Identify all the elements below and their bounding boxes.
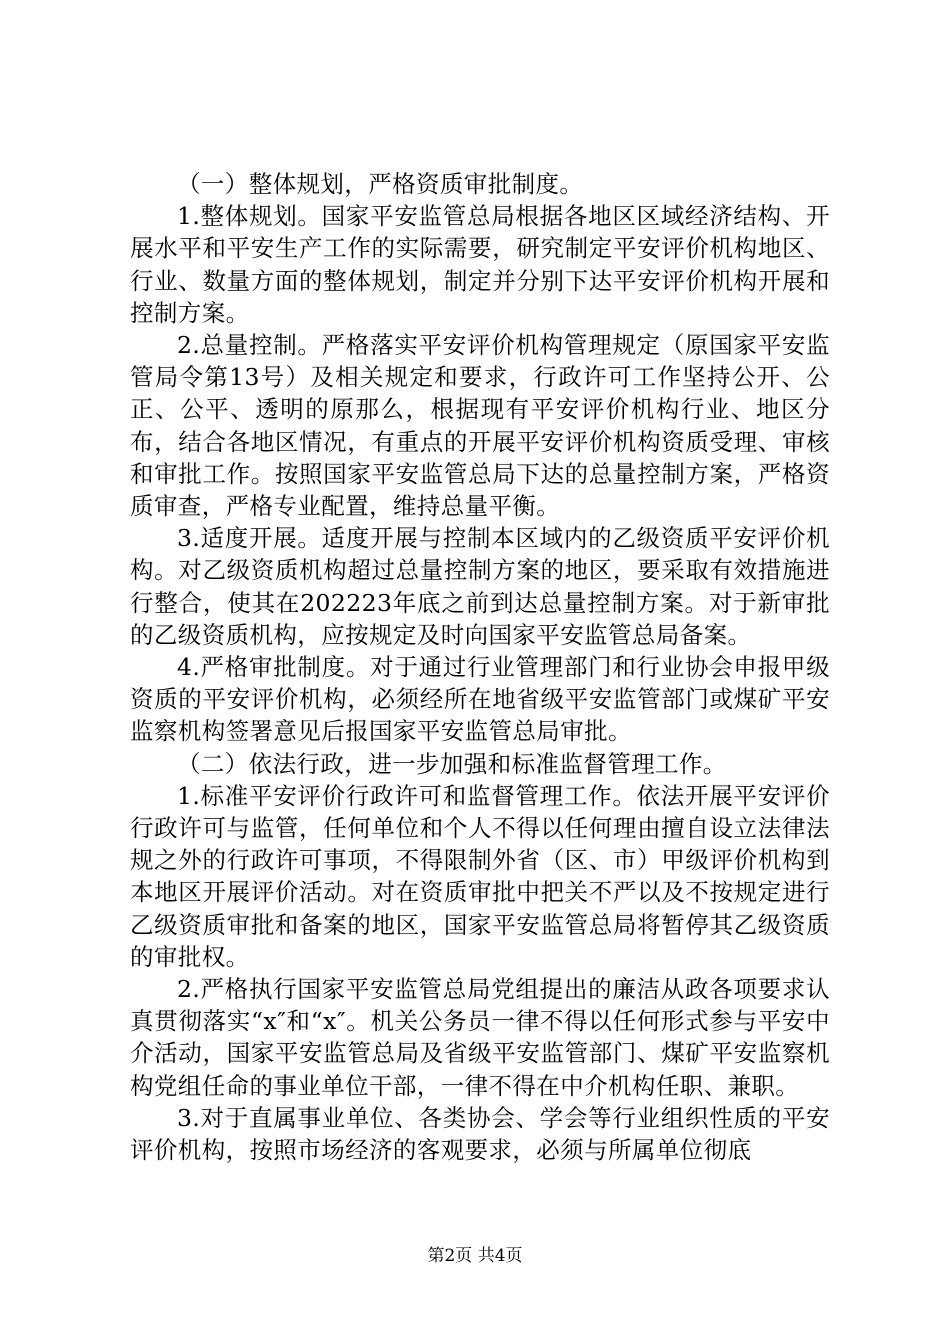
paragraph-strict-approval: 4.严格审批制度。对于通过行业管理部门和行业协会申报甲级资质的平安评价机构，必须经所在地省级平安监管部门或煤矿平安监察机构签署意见后报国家平安监管总局审批。 [130,653,830,746]
paragraph-affiliated-units: 3.对于直属事业单位、各类协会、学会等行业组织性质的平安评价机构，按照市场经济的客观要求，必须与所属单位彻底 [130,1103,830,1165]
section-heading-1: （一）整体规划，严格资质审批制度。 [177,170,584,198]
paragraph-integrity-requirements: 2.严格执行国家平安监管总局党组提出的廉洁从政各项要求认真贯彻落实“x″和“x″。机关公务员一律不得以任何形式参与平安中介活动，国家平安监管总局及省级平安监管部门、煤矿平安监察机构党组任命的事业单位干部，一律不得在中介机构任职、兼职。 [130,975,830,1100]
page-number-footer: 第2页 共4页 [427,1246,523,1266]
paragraph-standard-licensing: 1.标准平安评价行政许可和监督管理工作。依法开展平安评价行政许可与监管，任何单位和个人不得以任何理由擅自设立法律法规之外的行政许可事项，不得限制外省（区、市）甲级评价机构到本地区开展评价活动。对在资质审批中把关不严以及不按规定进行乙级资质审批和备案的地区，国家平安监管总局将暂停其乙级资质的审批权。 [130,781,830,971]
paragraph-overall-planning: 1.整体规划。国家平安监管总局根据各地区区域经济结构、开展水平和平安生产工作的实际需要，研究制定平安评价机构地区、行业、数量方面的整体规划，制定并分别下达平安评价机构开展和控制方案。 [130,202,830,327]
paragraph-moderate-development: 3.适度开展。适度开展与控制本区域内的乙级资质平安评价机构。对乙级资质机构超过总量控制方案的地区，要采取有效措施进行整合，使其在202223年底之前到达总量控制方案。对于新审批的乙级资质机构，应按规定及时向国家平安监管总局备案。 [130,524,830,649]
paragraph-total-control: 2.总量控制。严格落实平安评价机构管理规定（原国家平安监管局令第13号）及相关规定和要求，行政许可工作坚持公开、公正、公平、透明的原那么，根据现有平安评价机构行业、地区分布，结合各地区情况，有重点的开展平安评价机构资质受理、审核和审批工作。按照国家平安监管总局下达的总量控制方案，严格资质审查，严格专业配置，维持总量平衡。 [130,331,830,521]
document-body [130,168,830,1166]
section-heading-2: （二）依法行政，进一步加强和标准监督管理工作。 [177,749,727,778]
